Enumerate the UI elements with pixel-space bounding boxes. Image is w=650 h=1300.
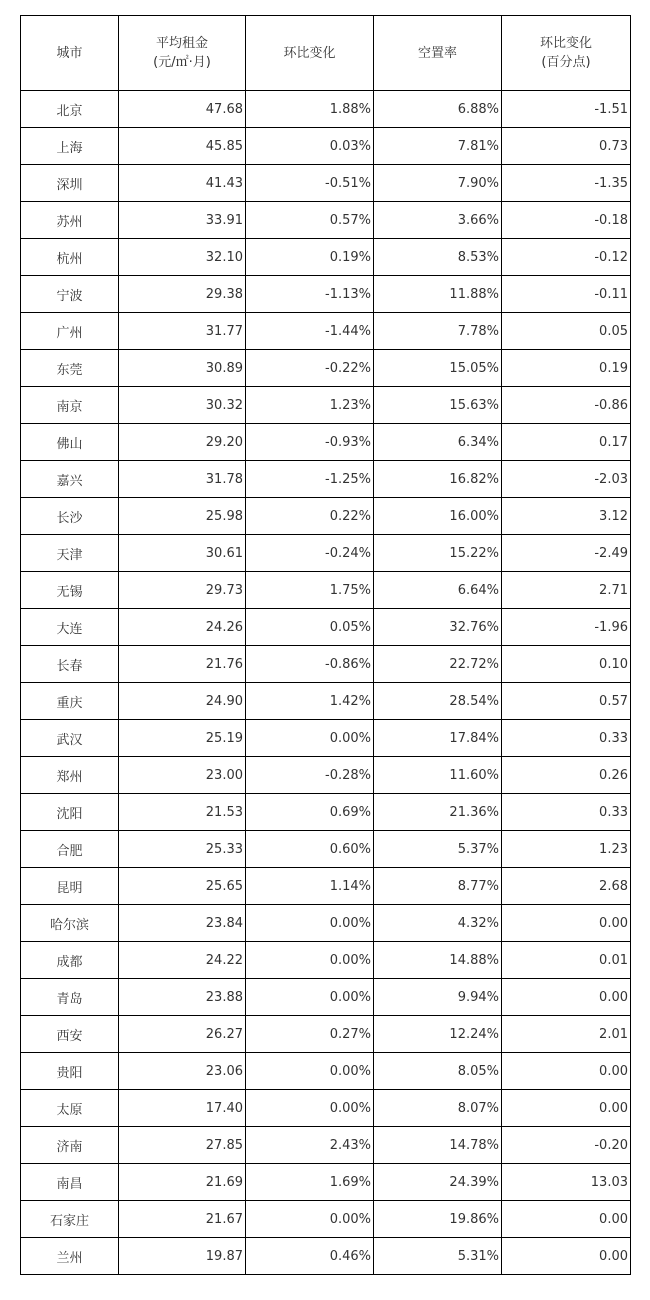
cell-vacancy-change: 0.57 bbox=[502, 683, 631, 720]
header-rent-change: 环比变化 bbox=[246, 16, 374, 91]
cell-vacancy-rate: 7.81% bbox=[374, 128, 502, 165]
cell-rent-change: 0.00% bbox=[246, 1201, 374, 1238]
cell-city: 东莞 bbox=[21, 350, 119, 387]
cell-city: 广州 bbox=[21, 313, 119, 350]
cell-vacancy-change: 0.00 bbox=[502, 1201, 631, 1238]
cell-average-rent: 32.10 bbox=[119, 239, 246, 276]
cell-vacancy-change: -0.18 bbox=[502, 202, 631, 239]
cell-vacancy-change: 0.33 bbox=[502, 794, 631, 831]
cell-average-rent: 29.73 bbox=[119, 572, 246, 609]
cell-vacancy-change: 0.00 bbox=[502, 1238, 631, 1275]
table-row bbox=[21, 1090, 631, 1127]
cell-vacancy-rate: 15.22% bbox=[374, 535, 502, 572]
cell-rent-change: 1.75% bbox=[246, 572, 374, 609]
table-row bbox=[21, 1238, 631, 1275]
cell-vacancy-rate: 5.31% bbox=[374, 1238, 502, 1275]
cell-average-rent: 30.89 bbox=[119, 350, 246, 387]
header-vacancy-change-label: 环比变化 bbox=[539, 36, 592, 51]
cell-vacancy-change: 13.03 bbox=[502, 1164, 631, 1201]
cell-rent-change: 0.00% bbox=[246, 905, 374, 942]
cell-vacancy-rate: 14.88% bbox=[374, 942, 502, 979]
cell-vacancy-change: 2.68 bbox=[502, 868, 631, 905]
cell-city: 佛山 bbox=[21, 424, 119, 461]
cell-vacancy-change: 0.00 bbox=[502, 905, 631, 942]
cell-vacancy-change: -0.86 bbox=[502, 387, 631, 424]
cell-average-rent: 31.78 bbox=[119, 461, 246, 498]
cell-city: 重庆 bbox=[21, 683, 119, 720]
table-row bbox=[21, 239, 631, 276]
cell-average-rent: 25.98 bbox=[119, 498, 246, 535]
cell-vacancy-change: 0.01 bbox=[502, 942, 631, 979]
cell-average-rent: 23.84 bbox=[119, 905, 246, 942]
cell-rent-change: 0.00% bbox=[246, 720, 374, 757]
cell-average-rent: 47.68 bbox=[119, 91, 246, 128]
cell-rent-change: 0.00% bbox=[246, 979, 374, 1016]
cell-average-rent: 25.33 bbox=[119, 831, 246, 868]
cell-vacancy-rate: 8.07% bbox=[374, 1090, 502, 1127]
header-city: 城市 bbox=[21, 16, 119, 91]
cell-vacancy-rate: 11.60% bbox=[374, 757, 502, 794]
cell-rent-change: 0.19% bbox=[246, 239, 374, 276]
cell-rent-change: 1.88% bbox=[246, 91, 374, 128]
cell-average-rent: 41.43 bbox=[119, 165, 246, 202]
table-row bbox=[21, 387, 631, 424]
cell-rent-change: -0.86% bbox=[246, 646, 374, 683]
cell-vacancy-change: -1.35 bbox=[502, 165, 631, 202]
table-row bbox=[21, 720, 631, 757]
header-average-rent bbox=[119, 16, 246, 91]
cell-vacancy-change: -2.03 bbox=[502, 461, 631, 498]
table-row bbox=[21, 1164, 631, 1201]
cell-city: 兰州 bbox=[21, 1238, 119, 1275]
cell-rent-change: -0.93% bbox=[246, 424, 374, 461]
cell-average-rent: 29.20 bbox=[119, 424, 246, 461]
cell-rent-change: 0.00% bbox=[246, 1090, 374, 1127]
cell-average-rent: 26.27 bbox=[119, 1016, 246, 1053]
cell-vacancy-rate: 28.54% bbox=[374, 683, 502, 720]
header-vacancy-change-unit: (百分点) bbox=[541, 55, 591, 70]
table-row bbox=[21, 350, 631, 387]
cell-vacancy-change: 0.10 bbox=[502, 646, 631, 683]
header-vacancy-change bbox=[502, 16, 631, 91]
table-row bbox=[21, 1201, 631, 1238]
cell-average-rent: 21.76 bbox=[119, 646, 246, 683]
table-row bbox=[21, 868, 631, 905]
cell-average-rent: 21.67 bbox=[119, 1201, 246, 1238]
cell-vacancy-rate: 24.39% bbox=[374, 1164, 502, 1201]
rent-vacancy-table bbox=[20, 15, 631, 1275]
cell-city: 苏州 bbox=[21, 202, 119, 239]
cell-vacancy-change: 0.17 bbox=[502, 424, 631, 461]
cell-city: 成都 bbox=[21, 942, 119, 979]
cell-rent-change: -0.28% bbox=[246, 757, 374, 794]
table-row bbox=[21, 128, 631, 165]
cell-city: 石家庄 bbox=[21, 1201, 119, 1238]
table-header-row bbox=[21, 16, 631, 91]
cell-rent-change: 0.27% bbox=[246, 1016, 374, 1053]
table-row bbox=[21, 942, 631, 979]
table-row bbox=[21, 609, 631, 646]
cell-vacancy-rate: 6.34% bbox=[374, 424, 502, 461]
cell-rent-change: -1.25% bbox=[246, 461, 374, 498]
cell-rent-change: 1.14% bbox=[246, 868, 374, 905]
cell-city: 南昌 bbox=[21, 1164, 119, 1201]
cell-vacancy-rate: 3.66% bbox=[374, 202, 502, 239]
cell-vacancy-change: -2.49 bbox=[502, 535, 631, 572]
table-row bbox=[21, 165, 631, 202]
header-average-rent-unit: (元/㎡·月) bbox=[153, 55, 211, 70]
cell-rent-change: -0.22% bbox=[246, 350, 374, 387]
cell-vacancy-change: 0.73 bbox=[502, 128, 631, 165]
cell-city: 南京 bbox=[21, 387, 119, 424]
cell-rent-change: 0.57% bbox=[246, 202, 374, 239]
table-row bbox=[21, 831, 631, 868]
cell-vacancy-rate: 12.24% bbox=[374, 1016, 502, 1053]
cell-vacancy-change: -1.51 bbox=[502, 91, 631, 128]
table-row bbox=[21, 979, 631, 1016]
cell-vacancy-rate: 6.64% bbox=[374, 572, 502, 609]
cell-vacancy-rate: 15.05% bbox=[374, 350, 502, 387]
cell-rent-change: -1.44% bbox=[246, 313, 374, 350]
cell-city: 大连 bbox=[21, 609, 119, 646]
cell-vacancy-rate: 14.78% bbox=[374, 1127, 502, 1164]
table-row bbox=[21, 424, 631, 461]
cell-average-rent: 30.32 bbox=[119, 387, 246, 424]
cell-rent-change: 0.22% bbox=[246, 498, 374, 535]
cell-vacancy-rate: 5.37% bbox=[374, 831, 502, 868]
cell-vacancy-rate: 6.88% bbox=[374, 91, 502, 128]
cell-average-rent: 33.91 bbox=[119, 202, 246, 239]
cell-city: 长沙 bbox=[21, 498, 119, 535]
table-row bbox=[21, 313, 631, 350]
cell-average-rent: 21.53 bbox=[119, 794, 246, 831]
cell-vacancy-change: 3.12 bbox=[502, 498, 631, 535]
table-row bbox=[21, 535, 631, 572]
cell-vacancy-rate: 16.82% bbox=[374, 461, 502, 498]
cell-city: 郑州 bbox=[21, 757, 119, 794]
cell-vacancy-rate: 4.32% bbox=[374, 905, 502, 942]
table-row bbox=[21, 572, 631, 609]
cell-rent-change: -0.51% bbox=[246, 165, 374, 202]
table-row bbox=[21, 202, 631, 239]
cell-city: 哈尔滨 bbox=[21, 905, 119, 942]
cell-average-rent: 17.40 bbox=[119, 1090, 246, 1127]
cell-city: 无锡 bbox=[21, 572, 119, 609]
cell-city: 合肥 bbox=[21, 831, 119, 868]
cell-average-rent: 45.85 bbox=[119, 128, 246, 165]
table-row bbox=[21, 905, 631, 942]
cell-vacancy-rate: 17.84% bbox=[374, 720, 502, 757]
cell-city: 长春 bbox=[21, 646, 119, 683]
cell-city: 西安 bbox=[21, 1016, 119, 1053]
cell-rent-change: 0.60% bbox=[246, 831, 374, 868]
table-row bbox=[21, 757, 631, 794]
table-row bbox=[21, 498, 631, 535]
cell-vacancy-change: 0.00 bbox=[502, 1090, 631, 1127]
cell-vacancy-change: 0.19 bbox=[502, 350, 631, 387]
cell-average-rent: 19.87 bbox=[119, 1238, 246, 1275]
cell-average-rent: 29.38 bbox=[119, 276, 246, 313]
cell-city: 济南 bbox=[21, 1127, 119, 1164]
cell-vacancy-rate: 9.94% bbox=[374, 979, 502, 1016]
cell-vacancy-change: -0.11 bbox=[502, 276, 631, 313]
table-body bbox=[21, 91, 631, 1275]
cell-vacancy-change: 2.71 bbox=[502, 572, 631, 609]
cell-rent-change: 1.69% bbox=[246, 1164, 374, 1201]
cell-vacancy-change: -1.96 bbox=[502, 609, 631, 646]
cell-vacancy-change: -0.12 bbox=[502, 239, 631, 276]
cell-city: 天津 bbox=[21, 535, 119, 572]
cell-vacancy-rate: 19.86% bbox=[374, 1201, 502, 1238]
cell-rent-change: 0.69% bbox=[246, 794, 374, 831]
header-average-rent-label: 平均租金 bbox=[155, 36, 208, 51]
cell-city: 深圳 bbox=[21, 165, 119, 202]
cell-rent-change: 0.00% bbox=[246, 942, 374, 979]
cell-city: 太原 bbox=[21, 1090, 119, 1127]
cell-vacancy-rate: 7.78% bbox=[374, 313, 502, 350]
cell-vacancy-change: 0.00 bbox=[502, 979, 631, 1016]
cell-average-rent: 23.06 bbox=[119, 1053, 246, 1090]
cell-vacancy-rate: 8.77% bbox=[374, 868, 502, 905]
table-row bbox=[21, 683, 631, 720]
cell-rent-change: 2.43% bbox=[246, 1127, 374, 1164]
cell-vacancy-rate: 15.63% bbox=[374, 387, 502, 424]
cell-average-rent: 27.85 bbox=[119, 1127, 246, 1164]
cell-average-rent: 23.88 bbox=[119, 979, 246, 1016]
table-row bbox=[21, 276, 631, 313]
cell-vacancy-rate: 32.76% bbox=[374, 609, 502, 646]
cell-city: 昆明 bbox=[21, 868, 119, 905]
cell-vacancy-change: 0.26 bbox=[502, 757, 631, 794]
cell-average-rent: 30.61 bbox=[119, 535, 246, 572]
table-row bbox=[21, 1127, 631, 1164]
cell-city: 上海 bbox=[21, 128, 119, 165]
header-vacancy-rate: 空置率 bbox=[374, 16, 502, 91]
table-row bbox=[21, 461, 631, 498]
cell-city: 沈阳 bbox=[21, 794, 119, 831]
cell-vacancy-rate: 16.00% bbox=[374, 498, 502, 535]
cell-city: 宁波 bbox=[21, 276, 119, 313]
cell-average-rent: 21.69 bbox=[119, 1164, 246, 1201]
cell-vacancy-change: 0.33 bbox=[502, 720, 631, 757]
cell-city: 青岛 bbox=[21, 979, 119, 1016]
cell-vacancy-rate: 7.90% bbox=[374, 165, 502, 202]
cell-city: 嘉兴 bbox=[21, 461, 119, 498]
cell-vacancy-change: 0.05 bbox=[502, 313, 631, 350]
cell-average-rent: 24.26 bbox=[119, 609, 246, 646]
cell-rent-change: -0.24% bbox=[246, 535, 374, 572]
cell-city: 贵阳 bbox=[21, 1053, 119, 1090]
table-row bbox=[21, 646, 631, 683]
table-row bbox=[21, 1016, 631, 1053]
cell-vacancy-rate: 11.88% bbox=[374, 276, 502, 313]
table-row bbox=[21, 1053, 631, 1090]
cell-average-rent: 31.77 bbox=[119, 313, 246, 350]
cell-rent-change: 1.23% bbox=[246, 387, 374, 424]
cell-vacancy-rate: 8.53% bbox=[374, 239, 502, 276]
cell-city: 北京 bbox=[21, 91, 119, 128]
cell-vacancy-rate: 8.05% bbox=[374, 1053, 502, 1090]
cell-city: 杭州 bbox=[21, 239, 119, 276]
cell-average-rent: 24.22 bbox=[119, 942, 246, 979]
cell-vacancy-change: -0.20 bbox=[502, 1127, 631, 1164]
cell-vacancy-rate: 21.36% bbox=[374, 794, 502, 831]
cell-city: 武汉 bbox=[21, 720, 119, 757]
cell-vacancy-change: 0.00 bbox=[502, 1053, 631, 1090]
cell-vacancy-change: 2.01 bbox=[502, 1016, 631, 1053]
cell-rent-change: 0.05% bbox=[246, 609, 374, 646]
cell-rent-change: 0.00% bbox=[246, 1053, 374, 1090]
table-row bbox=[21, 794, 631, 831]
cell-average-rent: 24.90 bbox=[119, 683, 246, 720]
cell-average-rent: 23.00 bbox=[119, 757, 246, 794]
cell-rent-change: -1.13% bbox=[246, 276, 374, 313]
cell-rent-change: 0.46% bbox=[246, 1238, 374, 1275]
cell-vacancy-change: 1.23 bbox=[502, 831, 631, 868]
cell-vacancy-rate: 22.72% bbox=[374, 646, 502, 683]
cell-average-rent: 25.19 bbox=[119, 720, 246, 757]
table-row bbox=[21, 91, 631, 128]
cell-rent-change: 0.03% bbox=[246, 128, 374, 165]
cell-average-rent: 25.65 bbox=[119, 868, 246, 905]
cell-rent-change: 1.42% bbox=[246, 683, 374, 720]
